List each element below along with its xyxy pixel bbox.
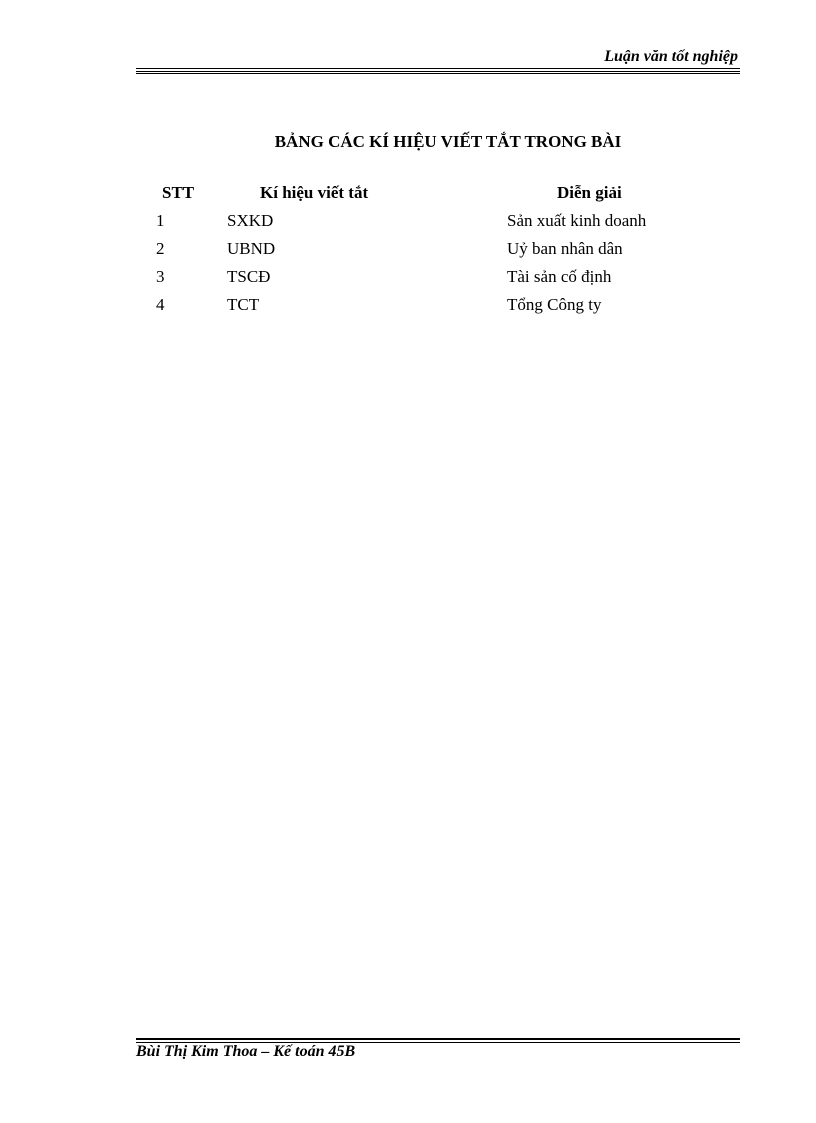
row-number: 4 — [156, 295, 165, 314]
row-abbreviation: SXKD — [227, 211, 274, 230]
table-row — [136, 293, 740, 321]
row-abbreviation: TSCĐ — [227, 267, 271, 286]
table-header-row — [136, 181, 740, 209]
column-header-stt: STT — [162, 183, 195, 202]
row-number: 1 — [156, 211, 165, 230]
header-rule-thin — [136, 73, 740, 74]
row-number: 2 — [156, 239, 165, 258]
row-number: 3 — [156, 267, 165, 286]
row-abbreviation: TCT — [227, 295, 260, 314]
table-row — [136, 209, 740, 237]
running-footer: Bùi Thị Kim Thoa – Kế toán 45B — [136, 1043, 356, 1060]
header-rule — [136, 68, 740, 72]
column-header-description: Diễn giải — [557, 183, 622, 202]
column-header-abbreviation: Kí hiệu viết tắt — [260, 183, 369, 202]
abbreviation-table — [136, 181, 740, 321]
running-header: Luận văn tốt nghiệp — [604, 48, 738, 65]
footer-rule — [136, 1038, 740, 1040]
page-title: BẢNG CÁC KÍ HIỆU VIẾT TẮT TRONG BÀI — [274, 132, 622, 151]
row-description: Uỷ ban nhân dân — [507, 239, 623, 258]
row-description: Tài sản cố định — [507, 267, 612, 286]
table-row — [136, 237, 740, 265]
row-description: Tổng Công ty — [507, 295, 602, 314]
table-row — [136, 265, 740, 293]
row-description: Sản xuất kinh doanh — [507, 211, 647, 230]
row-abbreviation: UBND — [227, 239, 276, 258]
